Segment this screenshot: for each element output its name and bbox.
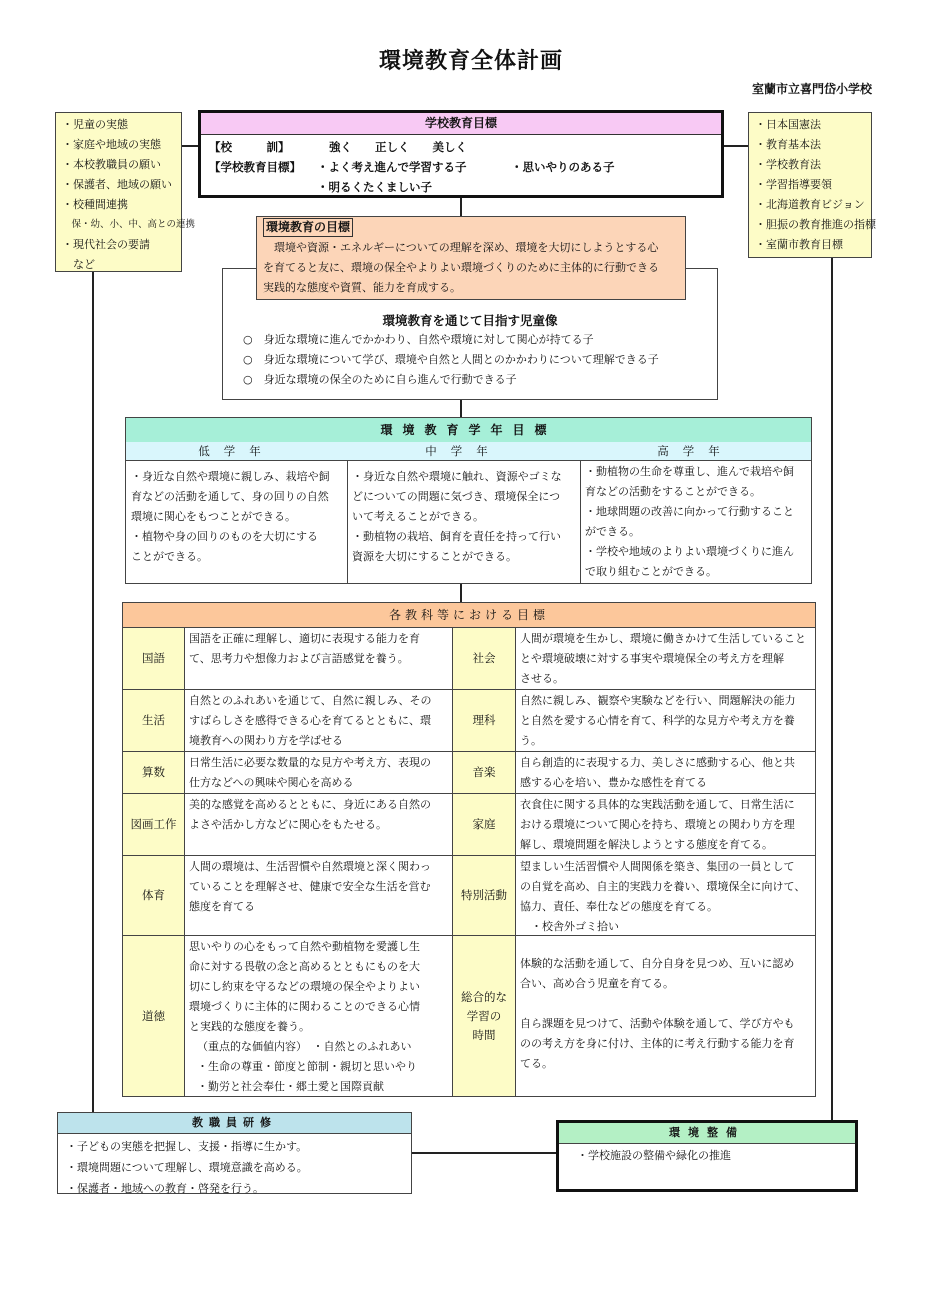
connector-left-vertical bbox=[92, 270, 94, 1112]
grade-goals-table bbox=[125, 417, 812, 584]
env-goal-line: を育てると友に、環境の保全やよりよい環境づくりのために主体的に行動できる bbox=[263, 261, 659, 274]
text-line: の自覚を高め、自主的実践力を養い、環境保全に向けて、 bbox=[520, 880, 806, 893]
motto-label: 【校 訓】 bbox=[209, 140, 290, 154]
list-item: など bbox=[62, 258, 95, 271]
env-goal-heading: 環境教育の目標 bbox=[263, 218, 353, 237]
text-line: と実践的な態度を養う。 bbox=[189, 1020, 310, 1033]
text-line: 学習の bbox=[466, 1008, 502, 1023]
school-name: 室蘭市立喜門岱小学校 bbox=[751, 82, 872, 96]
text-line: う。 bbox=[520, 734, 542, 747]
school-goal-box bbox=[198, 110, 724, 198]
list-item: ・学校施設の整備や緑化の推進 bbox=[577, 1149, 731, 1162]
text-line: ていることを理解させ、健康で安全な生活を営む bbox=[189, 880, 431, 893]
connector-center-1 bbox=[460, 198, 462, 216]
text-line: させる。 bbox=[520, 672, 564, 685]
text-line: ・動植物の栽培、飼育を責任を持って行い bbox=[352, 530, 561, 543]
text-line: 育などの活動を通して、身の回りの自然 bbox=[131, 490, 329, 503]
subject-goals-heading: 各教科等における目標 bbox=[123, 603, 815, 628]
grade-column-middle bbox=[347, 442, 581, 583]
list-item: ・胆振の教育推進の指標 bbox=[755, 218, 876, 231]
text-line: ・動植物の生命を尊重し、進んで栽培や飼 bbox=[585, 465, 794, 478]
subject-label: 国語 bbox=[123, 628, 185, 690]
goal-item: ・思いやりのある子 bbox=[511, 160, 615, 174]
text-line: ・身近な自然や環境に親しみ、栽培や飼 bbox=[131, 470, 330, 483]
subject-goal-text bbox=[185, 936, 453, 1096]
list-item: ・日本国憲法 bbox=[755, 118, 821, 131]
text-line: で取り組むことができる。 bbox=[585, 565, 717, 578]
text-line: おける環境について関心を持ち、環境との関わり方を理 bbox=[520, 818, 795, 831]
subject-goal-text bbox=[516, 628, 815, 690]
text-line bbox=[520, 994, 811, 1014]
list-item: 保・幼、小、中、高との連携 bbox=[62, 219, 196, 230]
text-line: 人間が環境を生かし、環境に働きかけて生活していること bbox=[520, 632, 806, 645]
text-line: 感する心を培い、豊かな感性を育てる bbox=[520, 776, 707, 789]
text-line: のの考え方を身に付け、主体的に考え行動する能力を育 bbox=[520, 1037, 795, 1050]
subject-label: 特別活動 bbox=[453, 856, 516, 936]
list-item: ・学校教育法 bbox=[755, 158, 821, 171]
text-line: 境教育への関わり方を学ばせる bbox=[189, 734, 343, 747]
text-line: ・地球問題の改善に向かって行動すること bbox=[585, 505, 794, 518]
text-line: とや環境破壊に対する事実や環境保全の考え方を理解 bbox=[520, 652, 784, 665]
text-line: 仕方などへの興味や関心を高める bbox=[189, 776, 354, 789]
grade-name: 高学年 bbox=[580, 442, 811, 461]
env-education-goal-box bbox=[256, 216, 686, 300]
text-line: 育などの活動をすることができる。 bbox=[585, 485, 761, 498]
text-line: 解し、環境問題を解決しようとする態度を育てる。 bbox=[520, 838, 773, 851]
grade-name: 低学年 bbox=[126, 442, 347, 461]
text-line: ことができる。 bbox=[131, 550, 208, 563]
text-line: すばらしさを感得できる心を育てるとともに、環 bbox=[189, 714, 431, 727]
text-line: ができる。 bbox=[585, 525, 640, 538]
text-line: て、思考力や想像力および言語感覚を養う。 bbox=[189, 652, 409, 665]
list-item: ・北海道教育ビジョン bbox=[755, 198, 865, 211]
list-item: ・室蘭市教育目標 bbox=[755, 238, 843, 251]
env-goal-line: 実践的な態度や資質、能力を育成する。 bbox=[263, 281, 461, 294]
grade-name: 中学年 bbox=[347, 442, 580, 461]
environment-maintenance-heading: 環境整備 bbox=[559, 1123, 855, 1144]
subject-label: 算数 bbox=[123, 752, 185, 794]
subject-goal-text bbox=[185, 690, 453, 752]
subject-label: 音楽 bbox=[453, 752, 516, 794]
grade-column-lower bbox=[126, 442, 348, 583]
grade-goals-heading: 環境教育学年目標 bbox=[126, 418, 811, 443]
list-item: ・保護者、地域の願い bbox=[62, 178, 172, 191]
list-item: ・現代社会の要請 bbox=[62, 238, 150, 251]
right-laws-box bbox=[748, 112, 876, 258]
subject-label: 家庭 bbox=[453, 794, 516, 856]
subject-goal-text bbox=[516, 856, 815, 936]
text-line: ・勤労と社会奉仕・郷土愛と国際貢献 bbox=[197, 1080, 384, 1093]
text-line: 環境に関心をもつことができる。 bbox=[131, 510, 296, 523]
text-line: ・植物や身の回りのものを大切にする bbox=[131, 530, 318, 543]
staff-training-heading: 教職員研修 bbox=[58, 1113, 411, 1134]
subject-label: 体育 bbox=[123, 856, 185, 936]
goal-label: 【学校教育目標】 bbox=[209, 160, 301, 174]
text-line: 態度を育てる bbox=[189, 900, 255, 913]
list-item: ・校種間連携 bbox=[62, 198, 128, 211]
subject-goal-text bbox=[185, 856, 453, 936]
subject-label: 社会 bbox=[453, 628, 516, 690]
text-line: と自然を愛する心情を育て、科学的な見方や考え方を養 bbox=[520, 714, 795, 727]
environment-maintenance-box bbox=[556, 1120, 858, 1192]
list-item: ・家庭や地域の実態 bbox=[62, 138, 161, 151]
text-line: 美的な感覚を高めるとともに、身近にある自然の bbox=[189, 798, 431, 811]
text-line: ・生命の尊重・節度と節制・親切と思いやり bbox=[197, 1060, 417, 1073]
connector-bottom-horizontal bbox=[412, 1152, 556, 1154]
connector-right-vertical bbox=[831, 258, 833, 1120]
subject-label: 理科 bbox=[453, 690, 516, 752]
text-line: ・身近な自然や環境に触れ、資源やゴミな bbox=[352, 470, 562, 483]
text-line: 総合的な bbox=[461, 989, 507, 1004]
text-line: どについての問題に気づき、環境保全につ bbox=[352, 490, 561, 503]
list-item: ・環境問題について理解し、環境意識を高める。 bbox=[66, 1161, 308, 1174]
text-line: 国語を正確に理解し、適切に表現する能力を育 bbox=[189, 632, 420, 645]
text-line: 時間 bbox=[472, 1027, 496, 1042]
text-line: ・校舎外ゴミ拾い bbox=[520, 920, 619, 933]
motto: 強く 正しく 美しく bbox=[329, 140, 467, 154]
list-item: ・子どもの実態を把握し、支援・指導に生かす。 bbox=[66, 1140, 308, 1153]
staff-training-box bbox=[57, 1112, 412, 1194]
text-line: よさや活かし方などに関心をもたせる。 bbox=[189, 818, 387, 831]
subject-goal-text bbox=[516, 690, 815, 752]
subject-label: 生活 bbox=[123, 690, 185, 752]
list-item: ○ 身近な環境について学び、環境や自然と人間とのかかわりについて理解できる子 bbox=[243, 353, 659, 366]
env-goal-line: 環境や資源・エネルギーについての理解を深め、環境を大切にしようとする心 bbox=[263, 241, 659, 254]
subject-goal-text bbox=[185, 628, 453, 690]
connector-center-3 bbox=[460, 584, 462, 602]
connector-left-goal bbox=[182, 145, 198, 147]
text-line: 命に対する畏敬の念と高めるとともにものを大 bbox=[189, 960, 420, 973]
text-line: 望ましい生活習慣や人間関係を築き、集団の一員として bbox=[520, 860, 795, 873]
list-item: ・教育基本法 bbox=[755, 138, 821, 151]
subject-goal-text bbox=[516, 752, 815, 794]
text-line: 自然とのふれあいを通じて、自然に親しみ、その bbox=[189, 694, 432, 707]
subject-label-integrated-study bbox=[453, 936, 516, 1096]
text-line: 日常生活に必要な数量的な見方や考え方、表現の bbox=[189, 756, 431, 769]
connector-center-2 bbox=[460, 400, 462, 417]
list-item: ・児童の実態 bbox=[62, 118, 128, 131]
subject-goal-text bbox=[185, 794, 453, 856]
text-line: 資源を大切にすることができる。 bbox=[352, 550, 517, 563]
text-line: 体験的な活動を通して、自分自身を見つめ、互いに認め bbox=[520, 957, 795, 970]
subject-label: 道徳 bbox=[123, 936, 185, 1096]
page-title: 環境教育全体計画 bbox=[378, 49, 563, 74]
list-item: ○ 身近な環境に進んでかかわり、自然や環境に対して関心が持てる子 bbox=[243, 333, 594, 346]
connector-right-goal bbox=[724, 145, 748, 147]
text-line: 切にし約束を守るなどの環境の保全やよりよい bbox=[189, 980, 420, 993]
text-line: 思いやりの心をもって自然や動植物を愛護し生 bbox=[189, 940, 420, 953]
goal-item: ・明るくたくましい子 bbox=[317, 180, 432, 194]
text-line: 人間の環境は、生活習慣や自然環境と深く関わっ bbox=[189, 860, 431, 873]
text-line: （重点的な価値内容） ・自然とのふれあい bbox=[197, 1040, 412, 1053]
text-line: 自ら課題を見つけて、活動や体験を通して、学び方やも bbox=[520, 1017, 795, 1030]
goal-item: ・よく考え進んで学習する子 bbox=[317, 160, 467, 174]
list-item: ・学習指導要領 bbox=[755, 178, 832, 191]
school-goal-heading: 学校教育目標 bbox=[201, 113, 721, 135]
text-line: ・学校や地域のよりよい環境づくりに進ん bbox=[585, 545, 794, 558]
text-line: 自ら創造的に表現する力、美しさに感動する心、他と共 bbox=[520, 756, 795, 769]
text-line: 自然に親しみ、観察や実験などを行い、問題解決の能力 bbox=[520, 694, 796, 707]
subject-goal-text bbox=[516, 936, 815, 1096]
text-line: 衣食住に関する具体的な実践活動を通して、日常生活に bbox=[520, 798, 795, 811]
text-line: 協力、責任、奉仕などの態度を育てる。 bbox=[520, 900, 718, 913]
text-line: いて考えることができる。 bbox=[352, 510, 484, 523]
list-item: ○ 身近な環境の保全のために自ら進んで行動できる子 bbox=[243, 373, 517, 386]
target-child-heading: 環境教育を通じて目指す児童像 bbox=[382, 313, 558, 328]
list-item: ・本校教職員の願い bbox=[62, 158, 161, 171]
subject-goal-text bbox=[185, 752, 453, 794]
subject-goal-text bbox=[516, 794, 815, 856]
text-line: 合い、高め合う児童を育てる。 bbox=[520, 977, 674, 990]
text-line: てる。 bbox=[520, 1057, 553, 1070]
grade-column-upper bbox=[580, 442, 811, 583]
left-context-box bbox=[55, 112, 196, 272]
subject-goals-table bbox=[122, 602, 816, 1097]
subject-label: 図画工作 bbox=[123, 794, 185, 856]
text-line: 環境づくりに主体的に関わることのできる心情 bbox=[189, 1000, 420, 1013]
list-item: ・保護者・地域への教育・啓発を行う。 bbox=[66, 1182, 264, 1195]
